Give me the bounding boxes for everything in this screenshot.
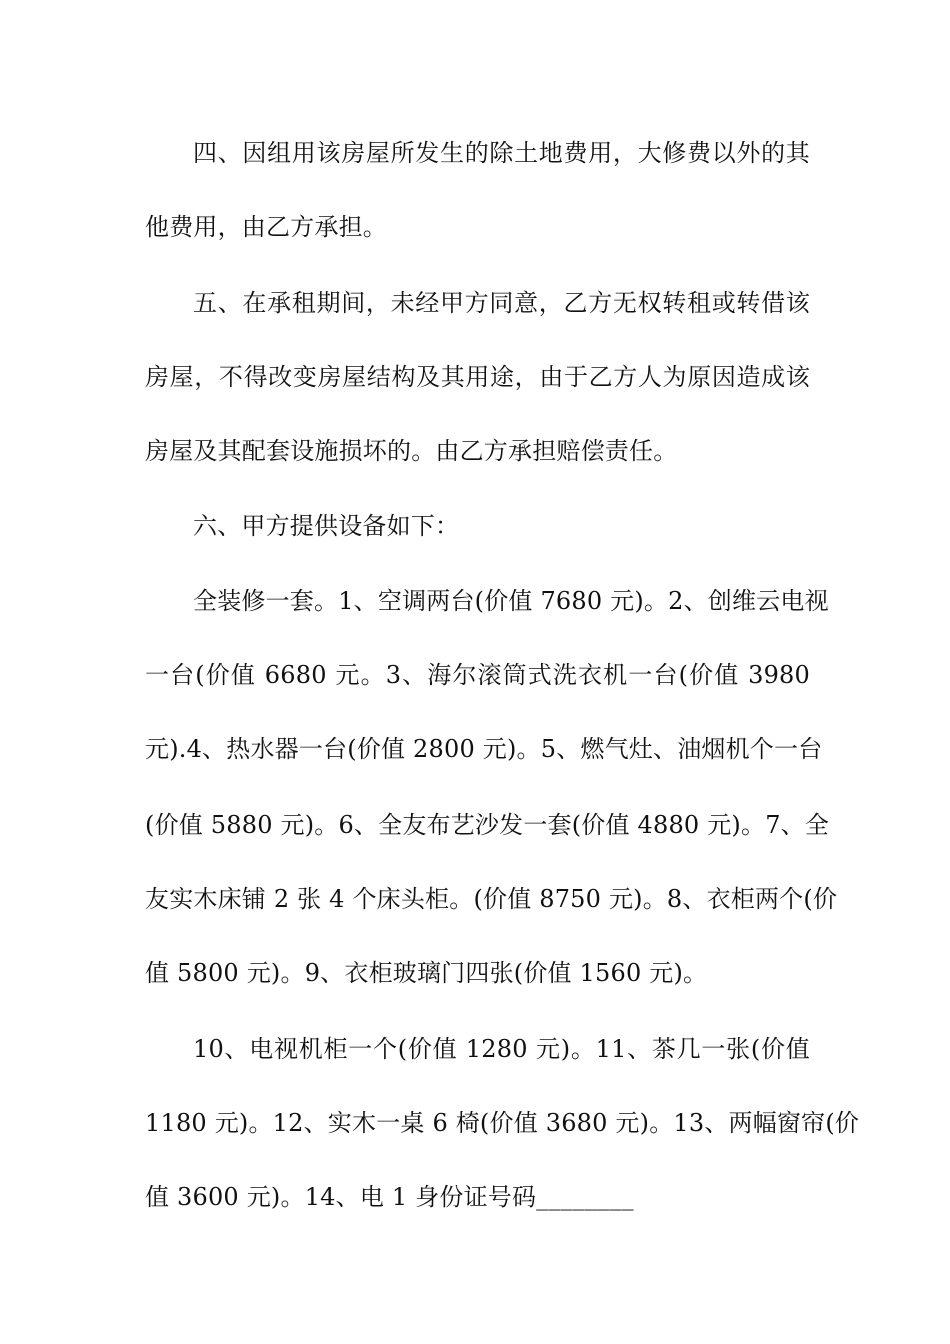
equipment-line-1: 全装修一套。1、空调两台(价值 7680 元)。2、创维云电视 bbox=[193, 587, 829, 615]
paragraph-4-line-2: 他费用，由乙方承担。 bbox=[145, 213, 387, 241]
equipment-line-9: 值 3600 元)。14、电 1 身份证号码________ bbox=[145, 1183, 634, 1211]
paragraph-6-heading: 六、甲方提供设备如下： bbox=[193, 512, 460, 540]
paragraph-5-line-2: 房屋，不得改变房屋结构及其用途，由于乙方人为原因造成该 bbox=[145, 363, 810, 391]
paragraph-5-line-3: 房屋及其配套设施损坏的。由乙方承担赔偿责任。 bbox=[145, 437, 678, 465]
equipment-line-6: 值 5800 元)。9、衣柜玻璃门四张(价值 1560 元)。 bbox=[145, 959, 708, 987]
equipment-line-7: 10、电视机柜一个(价值 1280 元)。11、茶几一张(价值 bbox=[193, 1035, 810, 1063]
paragraph-4-line-1: 四、因组用该房屋所发生的除土地费用，大修费以外的其 bbox=[193, 139, 810, 167]
equipment-line-2: 一台(价值 6680 元。3、海尔滚筒式洗衣机一台(价值 3980 bbox=[145, 661, 810, 689]
equipment-line-4: (价值 5880 元)。6、全友布艺沙发一套(价值 4880 元)。7、全 bbox=[145, 811, 830, 839]
equipment-line-3: 元).4、热水器一台(价值 2800 元)。5、燃气灶、油烟机个一台 bbox=[145, 735, 823, 763]
equipment-line-8: 1180 元)。12、实木一桌 6 椅(价值 3680 元)。13、两幅窗帘(价 bbox=[145, 1109, 860, 1137]
paragraph-5-line-1: 五、在承租期间，未经甲方同意，乙方无权转租或转借该 bbox=[193, 289, 810, 317]
equipment-line-5: 友实木床铺 2 张 4 个床头柜。(价值 8750 元)。8、衣柜两个(价 bbox=[145, 885, 838, 913]
